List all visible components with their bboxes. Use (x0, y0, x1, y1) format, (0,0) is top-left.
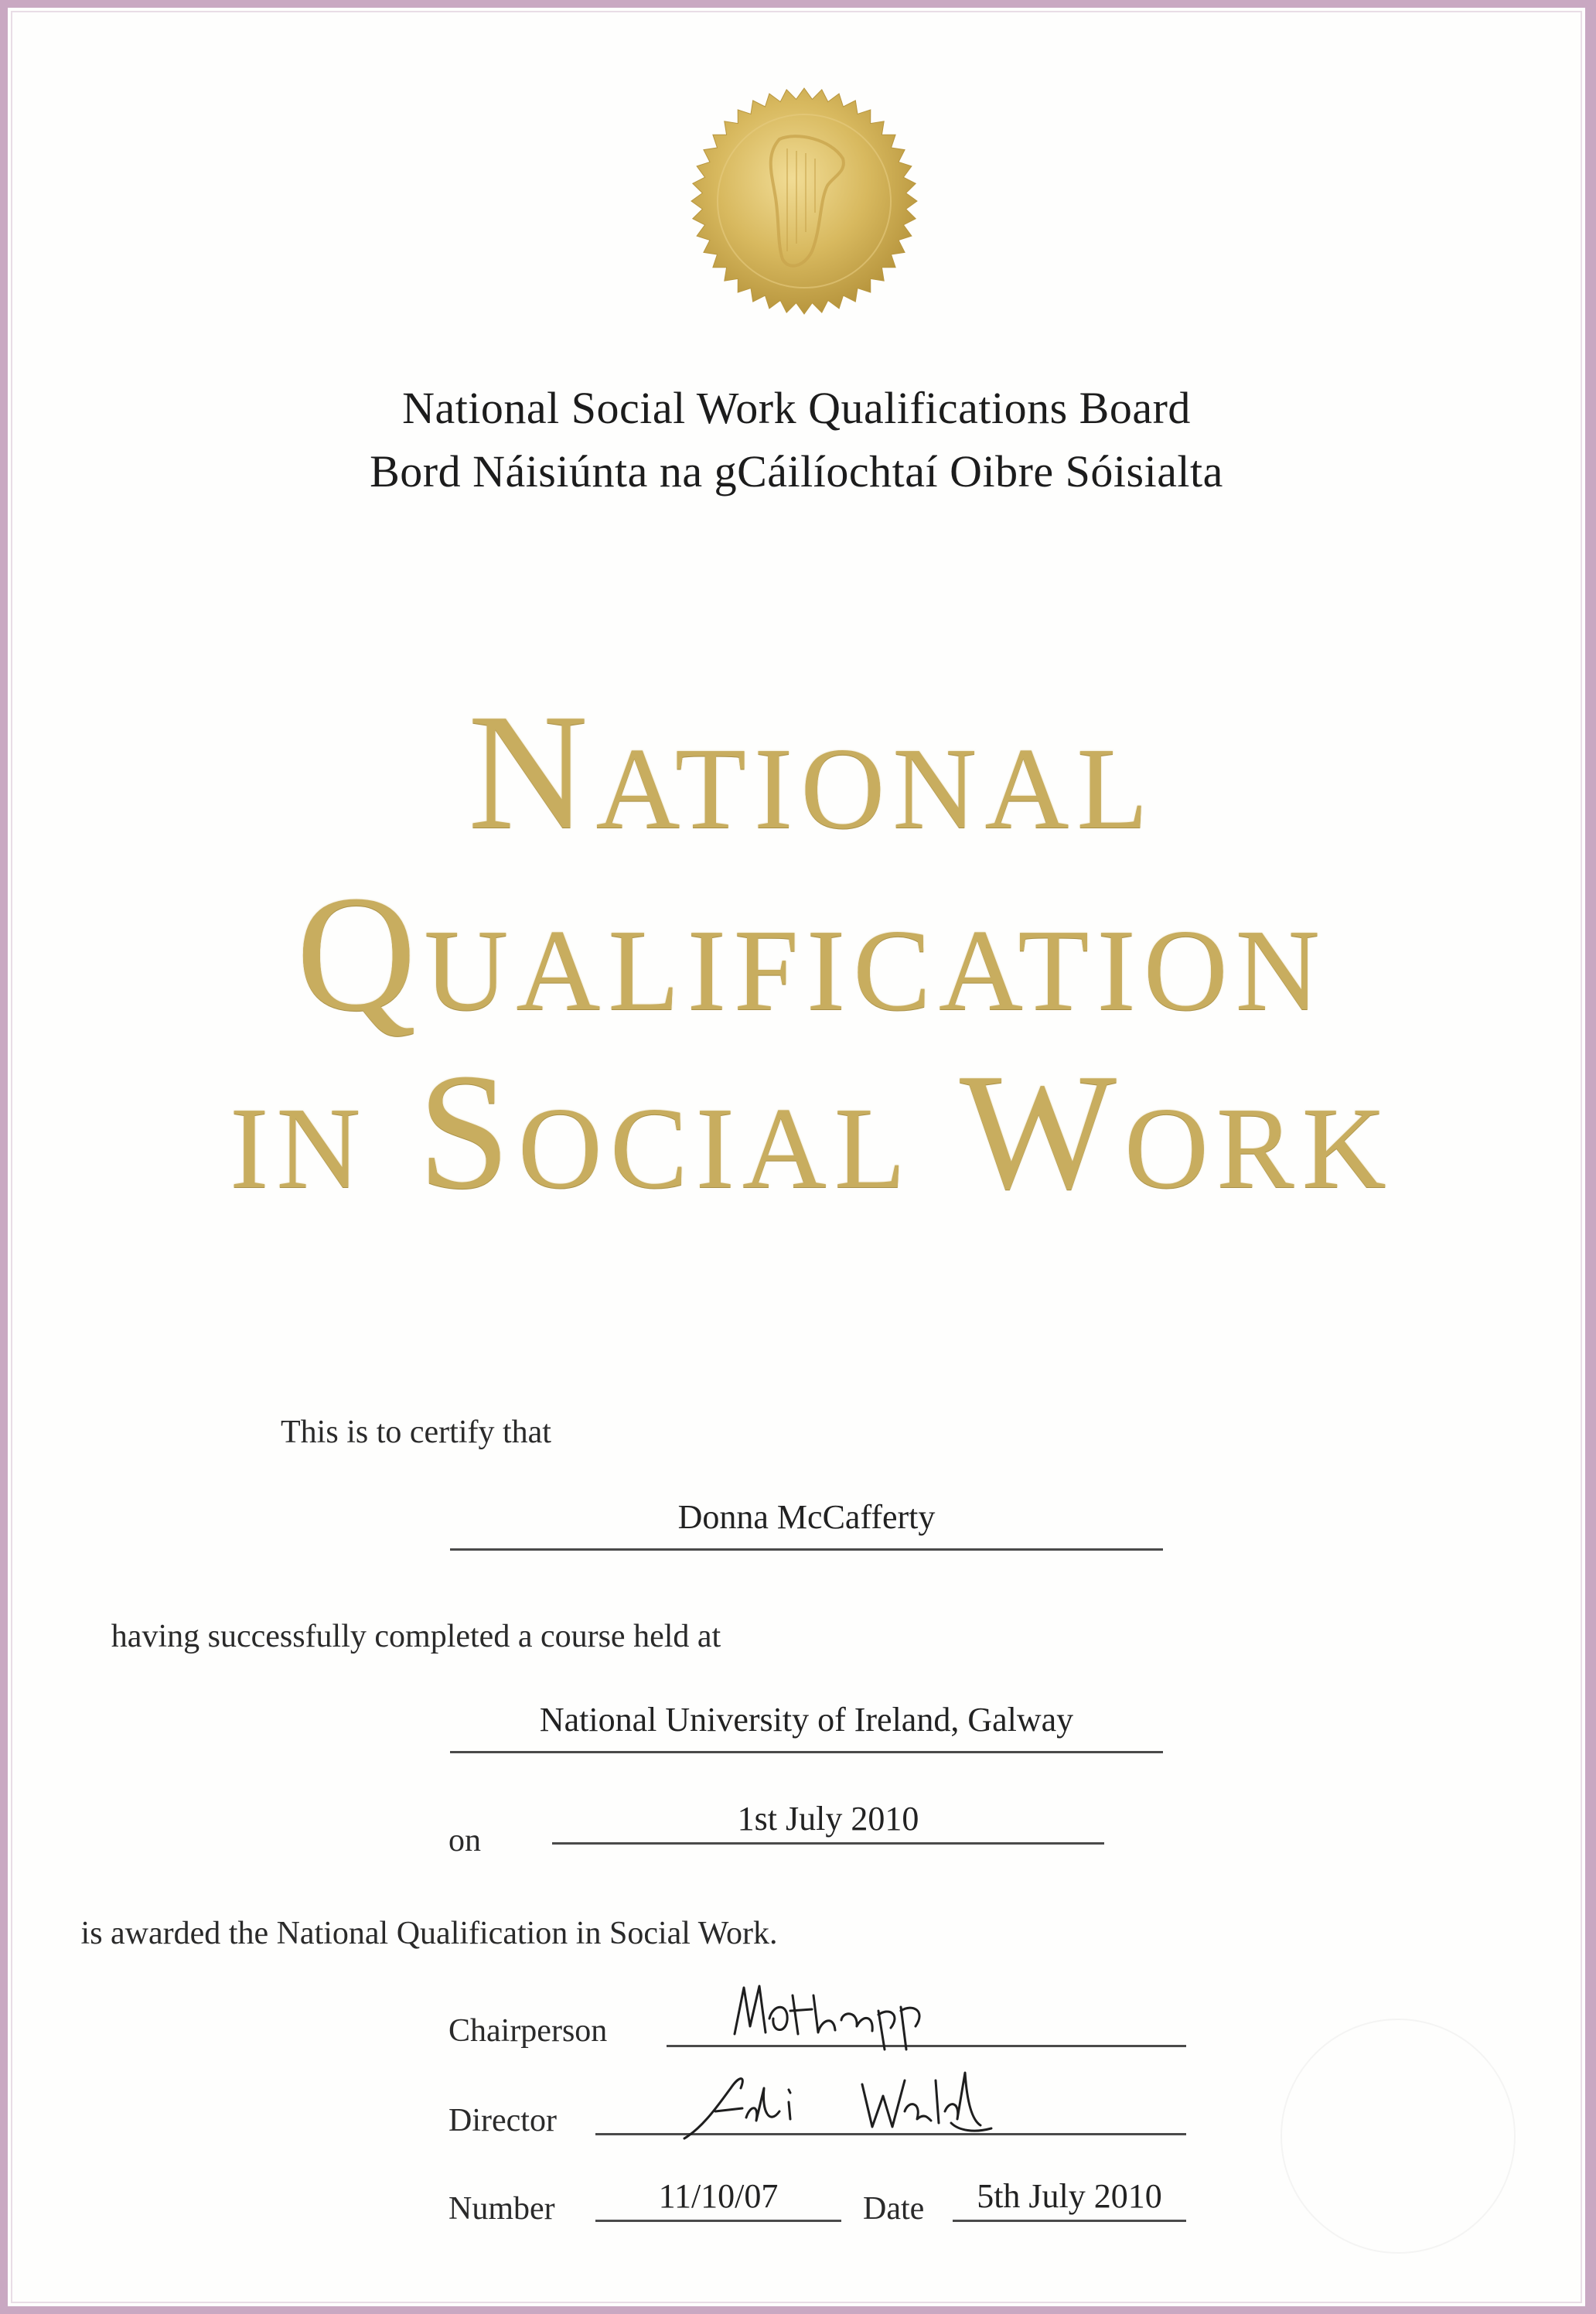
number-label: Number (448, 2191, 555, 2227)
on-label: on (448, 1823, 481, 1858)
institution-name: National University of Ireland, Galway (450, 1703, 1163, 1753)
board-name-english: National Social Work Qualifications Board (402, 383, 1191, 433)
director-signature (673, 2057, 1005, 2150)
title-line-3: in Social Work (230, 1039, 1394, 1224)
chairperson-signature (727, 1972, 943, 2057)
chairperson-label: Chairperson (448, 2013, 608, 2049)
director-label: Director (448, 2103, 557, 2138)
award-statement: is awarded the National Qualification in Social Work. (80, 1916, 778, 1951)
certificate-number: 11/10/07 (595, 2179, 841, 2222)
completion-date: 1st July 2010 (552, 1802, 1104, 1845)
title-line-2: Qualification (296, 861, 1328, 1046)
issue-date-label: Date (863, 2191, 925, 2227)
certify-statement: This is to certify that (281, 1415, 551, 1450)
recipient-name: Donna McCafferty (450, 1500, 1163, 1551)
embossed-stamp (1281, 2019, 1516, 2254)
title-line-1: National (468, 679, 1156, 864)
course-statement: having successfully completed a course held at (111, 1619, 721, 1654)
board-name-irish: Bord Náisiúnta na gCáilíochtaí Oibre Sóisialta (370, 446, 1223, 497)
issue-date: 5th July 2010 (953, 2179, 1186, 2222)
gold-harp-seal-icon (688, 85, 920, 317)
